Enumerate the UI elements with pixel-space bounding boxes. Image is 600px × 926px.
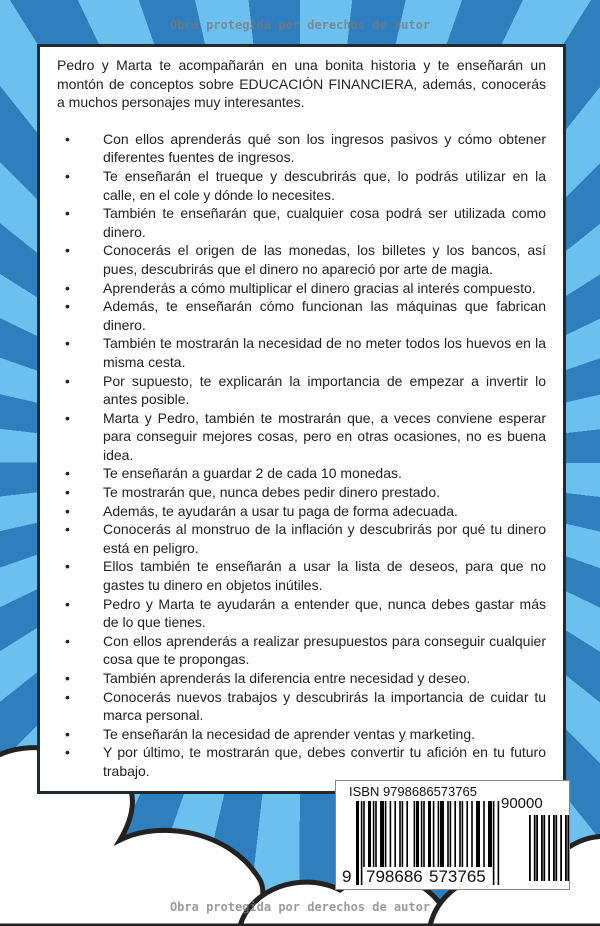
barcode-bar (442, 801, 444, 867)
list-item: • Te mostrarán que, nunca debes pedir dinero prestado. (57, 483, 546, 502)
barcode-addon-bar (555, 815, 557, 881)
watermark-bottom: Obra protegida por derechos de autor (169, 900, 431, 914)
barcode-bar (421, 801, 423, 867)
barcode-bar (433, 801, 435, 867)
barcode-bar (428, 801, 431, 867)
price-code: 90000 (501, 795, 543, 812)
watermark-top: Obra protegida por derechos de autor (169, 18, 431, 32)
barcode-bar (471, 801, 473, 867)
isbn-barcode (335, 780, 570, 890)
barcode-addon-bar (553, 815, 555, 881)
barcode-bar (363, 801, 365, 867)
barcode-addon-bar (560, 815, 562, 881)
list-item: • Conocerás al monstruo de la inflación y descubrirás por qué tu dinero está en peligro. (57, 520, 546, 557)
list-item: • Además, te ayudarán a usar tu paga de forma adecuada. (57, 502, 546, 521)
barcode-bar (490, 801, 492, 867)
barcode-digits-left: 798686 (366, 867, 423, 886)
barcode-bar (356, 801, 359, 885)
description-panel (37, 44, 566, 794)
list-item: • Con ellos aprenderás a realizar presupuestos para conseguir cualquier cosa que te propongas. (57, 632, 546, 669)
isbn-label: ISBN 9798686573765 (349, 784, 477, 799)
barcode-bar (402, 801, 404, 867)
barcode-bar (399, 801, 401, 867)
list-item: • Además, te enseñarán cómo funcionan las máquinas que fabrican dinero. (57, 297, 546, 334)
barcode-bar (361, 801, 363, 885)
barcode-bar (414, 801, 416, 867)
list-item: • Conocerás el origen de las monedas, los billetes y los bancos, así pues, descubrirás que el dinero no apareció por arte de magia. (57, 241, 546, 278)
list-item: • Marta y Pedro, también te mostrarán que, a veces conviene esperar para conseguir mejores cosas, pero en otras ocasiones, no es buena idea. (57, 409, 546, 465)
list-item: • Por supuesto, te explicarán la importancia de empezar a invertir lo antes posible. (57, 372, 546, 409)
list-item: • Te enseñarán la necesidad de aprender ventas y marketing. (57, 725, 546, 744)
barcode-bar (368, 801, 371, 867)
barcode-bar (483, 801, 485, 867)
barcode-bar (375, 801, 377, 867)
barcode-bar (498, 801, 500, 885)
barcode-bar (423, 801, 425, 867)
barcode-bar (466, 801, 468, 867)
barcode-digits-right: 573765 (429, 867, 486, 886)
feature-list (57, 130, 546, 781)
barcode-bar (394, 801, 396, 867)
barcode-addon-bar (536, 815, 538, 881)
barcode-bar (390, 801, 392, 867)
barcode-bar (447, 801, 449, 867)
list-item: • Pedro y Marta te ayudarán a entender que, nunca debes gastar más de lo que tienes. (57, 595, 546, 632)
barcode-bar (459, 801, 461, 867)
barcode-bar (373, 801, 375, 867)
barcode-bar (382, 801, 384, 867)
barcode-addon-bar (529, 815, 531, 881)
barcode-addon-bar (541, 815, 543, 881)
barcode-bar (385, 801, 387, 867)
list-item: • Te enseñarán el trueque y descubrirás que, lo podrás utilizar en la calle, en el cole y dónde lo necesites. (57, 167, 546, 204)
barcode-bar (462, 801, 464, 867)
barcode-bar (438, 801, 440, 867)
list-item: • Te enseñarán a guardar 2 de cada 10 monedas. (57, 464, 546, 483)
barcode-digit-first: 9 (342, 867, 352, 886)
list-item: • Con ellos aprenderás qué son los ingresos pasivos y cómo obtener diferentes fuentes de ingresos. (57, 130, 546, 167)
barcode-addon-bar (534, 815, 536, 881)
intro-paragraph: Pedro y Marta te acompañarán en una bonita historia y te enseñarán un montón de conceptos sobre EDUCACIÓN FINANCIERA, además, conocerás a muchos personajes muy interesantes. (57, 57, 546, 111)
barcode-addon-bar (565, 815, 567, 881)
barcode-addon-bar (548, 815, 550, 881)
barcode-bar (406, 801, 408, 867)
list-item: • También aprenderás la diferencia entre necesidad y deseo. (57, 669, 546, 688)
list-item: • Aprenderás a cómo multiplicar el dinero gracias al interés compuesto. (57, 279, 546, 298)
list-item: • También te enseñarán que, cualquier cosa podrá ser utilizada como dinero. (57, 204, 546, 241)
barcode-bar (454, 801, 456, 867)
barcode-addon-bar (543, 815, 545, 881)
list-item: • Ellos también te enseñarán a usar la lista de deseos, para que no gastes tu dinero en objetos inútiles. (57, 557, 546, 594)
barcode-bar (478, 801, 480, 867)
barcode-bar (416, 801, 419, 867)
barcode-bar (450, 801, 452, 867)
list-item: • Conocerás nuevos trabajos y descubrirás la importancia de cuidar tu marca personal. (57, 688, 546, 725)
list-item: • Y por último, te mostrarán que, debes convertir tu afición en tu futuro trabajo. (57, 743, 546, 780)
list-item: • También te mostrarán la necesidad de no meter todos los huevos en la misma cesta. (57, 334, 546, 371)
barcode-addon-bar (567, 815, 569, 881)
barcode-bar (493, 801, 495, 885)
